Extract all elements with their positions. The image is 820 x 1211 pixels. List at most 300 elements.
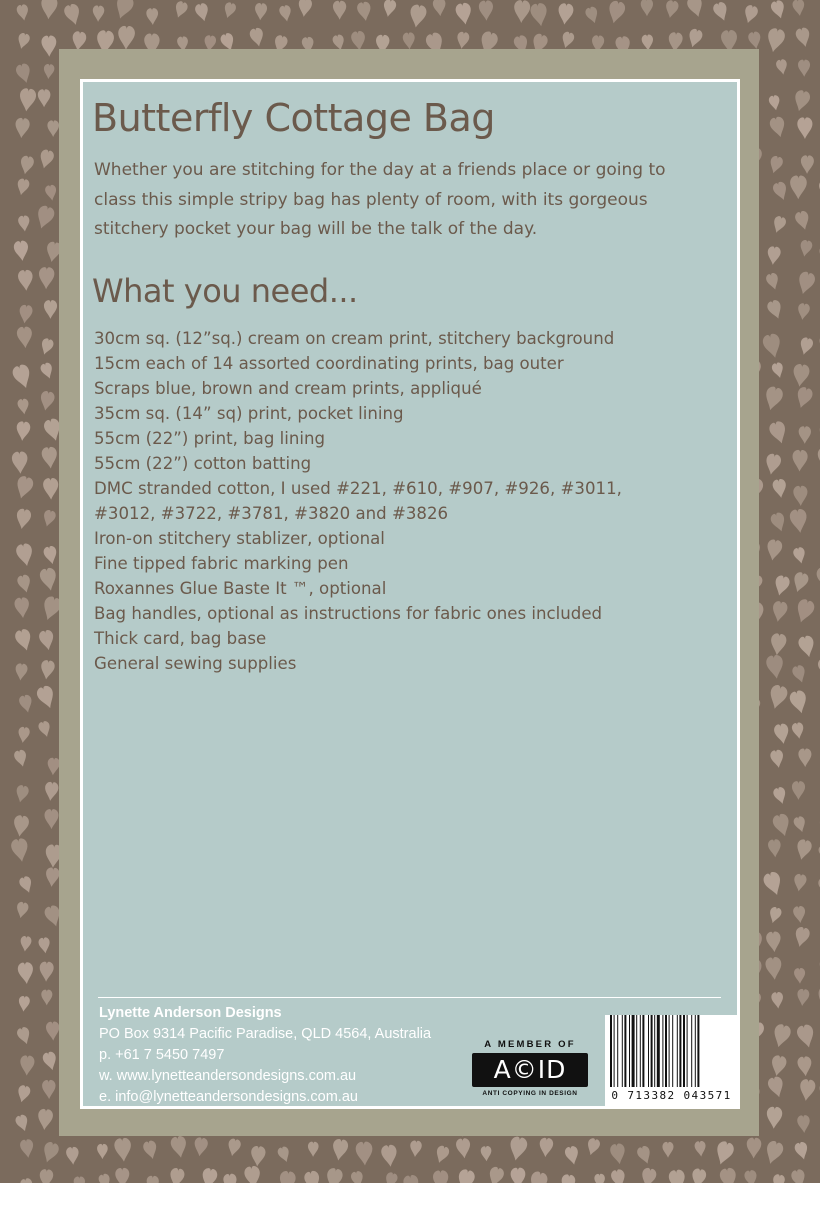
heart-icon	[18, 694, 34, 714]
needs-item: Fine tipped fabric marking pen	[94, 554, 349, 573]
contact-block	[99, 1003, 431, 1108]
heart-icon	[226, 1138, 242, 1158]
heart-icon	[765, 539, 783, 562]
heart-icon	[249, 27, 266, 48]
heart-icon	[771, 812, 792, 838]
heart-icon	[815, 985, 820, 1010]
heart-icon	[662, 1142, 673, 1158]
heart-icon	[11, 363, 34, 391]
acid-logo-badge	[472, 1053, 588, 1087]
barcode-bar	[697, 1015, 699, 1087]
heart-icon	[44, 184, 57, 201]
heart-icon	[816, 420, 820, 447]
heart-icon	[39, 337, 55, 356]
heart-icon	[746, 1138, 761, 1159]
heart-icon	[766, 1106, 783, 1129]
heart-icon	[791, 664, 808, 684]
barcode-bar	[679, 1015, 681, 1087]
heart-icon	[47, 120, 59, 137]
heart-icon	[789, 508, 809, 534]
heart-icon	[44, 300, 57, 319]
heart-icon	[39, 362, 55, 381]
heart-icon	[15, 901, 29, 919]
heart-icon	[43, 545, 59, 565]
barcode-bar	[651, 1015, 653, 1087]
heart-icon	[766, 246, 781, 266]
barcode-bars	[608, 1015, 735, 1089]
heart-icon	[529, 2, 549, 27]
heart-icon	[641, 0, 653, 16]
heart-icon	[769, 511, 788, 533]
heart-icon	[16, 326, 33, 348]
needs-item: Bag handles, optional as instructions for fabric ones included	[94, 604, 603, 623]
heart-icon	[15, 421, 30, 442]
heart-icon	[686, 28, 704, 49]
heart-icon	[455, 1138, 471, 1159]
heart-icon	[767, 684, 789, 711]
heart-icon	[639, 1167, 657, 1183]
heart-icon	[766, 931, 782, 953]
heart-icon	[14, 628, 34, 653]
heart-icon	[43, 64, 55, 80]
heart-icon	[403, 1174, 421, 1183]
barcode-bar	[665, 1015, 667, 1087]
heart-icon	[507, 1136, 528, 1163]
heart-icon	[606, 0, 627, 25]
heart-icon	[771, 362, 785, 380]
barcode-bar	[614, 1015, 615, 1087]
website-link[interactable]: w. www.lynetteandersondesigns.com.au	[99, 1068, 357, 1084]
heart-icon	[19, 1139, 34, 1159]
heart-icon	[97, 1144, 108, 1159]
heart-icon	[792, 363, 811, 388]
acid-member-caption: A MEMBER OF	[484, 1039, 576, 1050]
heart-icon	[795, 270, 816, 296]
heart-icon	[42, 1051, 59, 1072]
heart-icon	[17, 398, 30, 415]
barcode-bar	[687, 1015, 688, 1087]
heart-icon	[17, 726, 30, 743]
needs-item: Thick card, bag base	[94, 629, 267, 648]
heart-icon	[303, 1170, 322, 1183]
heart-icon	[14, 1114, 30, 1133]
heart-icon	[761, 332, 783, 359]
heart-icon	[790, 175, 807, 199]
heart-icon	[796, 1023, 817, 1049]
heart-icon	[16, 1084, 32, 1103]
heart-icon	[63, 3, 83, 27]
heart-icon	[14, 663, 28, 681]
needs-heading: What you need...	[92, 272, 358, 310]
barcode-bar	[642, 1015, 644, 1087]
heart-icon	[767, 1075, 787, 1099]
heart-icon	[772, 180, 790, 202]
heart-icon	[402, 32, 415, 50]
footer-divider	[98, 997, 721, 998]
heart-icon	[41, 509, 57, 528]
heart-icon	[793, 486, 808, 507]
heart-icon	[768, 95, 781, 112]
heart-icon	[767, 906, 782, 925]
heart-icon	[35, 684, 58, 711]
heart-icon	[146, 8, 159, 25]
heart-icon	[479, 0, 494, 21]
barcode-number: 0 713382 043571	[611, 1089, 732, 1102]
needs-list	[94, 326, 714, 676]
heart-icon	[713, 1140, 736, 1167]
heart-icon	[15, 542, 35, 567]
email-link[interactable]: e. info@lynetteandersondesigns.com.au	[99, 1089, 358, 1105]
phone-number: p. +61 7 5450 7497	[99, 1047, 225, 1063]
heart-icon	[668, 1169, 686, 1183]
heart-icon	[40, 0, 58, 20]
heart-icon	[455, 2, 473, 26]
heart-icon	[20, 1055, 35, 1076]
heart-icon	[636, 1145, 654, 1166]
barcode-bar	[654, 1015, 655, 1087]
heart-icon	[801, 155, 815, 174]
heart-icon	[686, 0, 706, 19]
heart-icon	[772, 478, 788, 499]
heart-icon	[38, 89, 51, 107]
acid-member-logo	[471, 1039, 589, 1101]
heart-icon	[765, 27, 786, 54]
heart-icon	[792, 781, 805, 800]
heart-icon	[795, 27, 813, 49]
heart-icon	[769, 633, 787, 657]
barcode-bar	[624, 1015, 626, 1087]
heart-icon	[16, 574, 33, 594]
heart-icon	[799, 426, 811, 444]
heart-icon	[511, 1168, 526, 1183]
heart-icon	[770, 0, 787, 20]
heart-icon	[18, 875, 35, 895]
heart-icon	[19, 936, 31, 953]
heart-icon	[18, 304, 33, 324]
heart-icon	[770, 749, 786, 769]
needs-item: 30cm sq. (12”sq.) cream on cream print, stitchery background	[94, 329, 615, 348]
heart-icon	[41, 446, 58, 469]
heart-icon	[775, 59, 788, 76]
heart-icon	[331, 1138, 349, 1161]
heart-icon	[762, 870, 785, 897]
heart-icon	[37, 1108, 54, 1130]
heart-icon	[18, 996, 30, 1012]
heart-icon	[18, 215, 31, 232]
heart-icon	[790, 1168, 807, 1183]
heart-icon	[142, 1140, 159, 1161]
heart-icon	[797, 303, 811, 321]
heart-icon	[324, 1167, 344, 1183]
heart-icon	[764, 453, 782, 476]
heart-icon	[16, 1026, 33, 1046]
barcode-bar	[662, 1015, 663, 1087]
heart-icon	[381, 1144, 399, 1167]
barcode-bar	[632, 1015, 635, 1087]
needs-item: Scraps blue, brown and cream prints, appliqué	[94, 379, 482, 398]
heart-icon	[712, 1, 731, 23]
heart-icon	[792, 450, 808, 472]
heart-icon	[798, 336, 814, 356]
heart-icon	[773, 723, 791, 745]
heart-icon	[762, 385, 784, 412]
heart-icon	[17, 962, 34, 985]
heart-icon	[39, 1169, 54, 1183]
needs-item: 55cm (22”) cotton batting	[94, 454, 312, 473]
barcode-bar	[622, 1015, 623, 1087]
barcode-bar	[629, 1015, 630, 1087]
heart-icon	[433, 1170, 449, 1183]
barcode-bar	[636, 1015, 637, 1087]
heart-icon	[355, 1141, 373, 1166]
heart-icon	[74, 1176, 86, 1183]
heart-icon	[432, 0, 446, 17]
heart-icon	[222, 1, 237, 19]
heart-icon	[762, 1139, 784, 1166]
heart-icon	[815, 565, 820, 591]
heart-icon	[594, 1174, 605, 1183]
heart-icon	[719, 1167, 738, 1183]
barcode-bar	[657, 1015, 660, 1087]
barcode-bar	[640, 1015, 641, 1087]
heart-icon	[793, 815, 808, 833]
heart-icon	[333, 1, 346, 20]
heart-icon	[797, 635, 816, 659]
intro-paragraph: Whether you are stitching for the day at a friends place or going to class this simple stripy bag has plenty of room, with its gorgeous stitchery pocket your bag will be the talk of the day.	[94, 160, 666, 239]
heart-icon	[118, 26, 136, 50]
heart-icon	[610, 1168, 627, 1183]
heart-icon	[771, 1173, 786, 1183]
heart-icon	[798, 239, 813, 258]
heart-icon	[44, 781, 59, 801]
heart-icon	[772, 574, 791, 597]
heart-icon	[115, 1168, 129, 1183]
heart-icon	[10, 837, 30, 863]
heart-icon	[771, 992, 784, 1010]
heart-icon	[13, 749, 29, 768]
heart-icon	[276, 1145, 291, 1163]
acid-tagline: ANTI COPYING IN DESIGN	[482, 1090, 578, 1097]
needs-item: 15cm each of 14 assorted coordinating prints, bag outer	[94, 354, 564, 373]
heart-icon	[769, 116, 788, 139]
heart-icon	[66, 1147, 80, 1166]
heart-icon	[37, 149, 55, 171]
heart-icon	[771, 1023, 793, 1049]
heart-icon	[455, 1168, 476, 1183]
heart-icon	[797, 117, 812, 139]
needs-item: #3012, #3722, #3781, #3820 and #3826	[94, 504, 449, 523]
heart-icon	[560, 31, 576, 50]
heart-icon	[40, 1141, 60, 1165]
barcode-bar	[648, 1015, 649, 1087]
heart-icon	[112, 0, 135, 21]
heart-icon	[456, 31, 470, 50]
heart-icon	[170, 1135, 189, 1159]
heart-icon	[792, 0, 806, 17]
heart-icon	[794, 968, 806, 984]
heart-icon	[796, 988, 810, 1006]
heart-icon	[45, 867, 60, 887]
heart-icon	[768, 420, 789, 446]
heart-icon	[771, 600, 789, 623]
needs-item: DMC stranded cotton, I used #221, #610, #907, #926, #3011,	[94, 479, 622, 498]
heart-icon	[244, 1165, 262, 1183]
heart-icon	[771, 215, 788, 235]
heart-icon	[480, 1146, 491, 1162]
heart-icon	[43, 478, 59, 500]
heart-icon	[794, 1141, 810, 1161]
heart-icon	[794, 838, 813, 861]
heart-icon	[16, 32, 31, 50]
heart-icon	[794, 210, 812, 232]
barcode-bar	[677, 1015, 678, 1087]
heart-icon	[742, 4, 759, 25]
heart-icon	[193, 1137, 209, 1157]
needs-item: 35cm sq. (14” sq) print, pocket lining	[94, 404, 404, 423]
heart-icon	[168, 1167, 185, 1183]
heart-icon	[769, 1054, 787, 1077]
heart-icon	[584, 6, 600, 25]
heart-icon	[792, 89, 812, 113]
heart-icon	[16, 4, 30, 22]
heart-icon	[766, 299, 785, 321]
heart-icon	[308, 1142, 319, 1157]
heart-icon	[37, 720, 52, 738]
heart-icon	[250, 1146, 266, 1168]
barcode	[605, 1015, 738, 1108]
heart-icon	[564, 1145, 581, 1166]
heart-icon	[383, 1171, 399, 1183]
heart-icon	[44, 809, 58, 829]
heart-icon	[765, 654, 785, 680]
page-title: Butterfly Cottage Bag	[92, 96, 495, 140]
heart-icon	[14, 784, 30, 803]
heart-icon	[791, 722, 805, 740]
heart-icon	[793, 598, 816, 625]
heart-icon	[560, 1174, 577, 1183]
heart-icon	[114, 1137, 132, 1162]
heart-icon	[356, 1, 372, 22]
heart-icon	[797, 1056, 813, 1077]
barcode-bar	[683, 1015, 685, 1087]
heart-icon	[38, 937, 51, 954]
barcode-bar	[672, 1015, 673, 1087]
heart-icon	[350, 1170, 365, 1183]
heart-icon	[42, 1080, 56, 1100]
heart-icon	[433, 1144, 450, 1164]
heart-icon	[15, 178, 30, 197]
heart-icon	[765, 272, 781, 291]
heart-icon	[768, 839, 782, 858]
heart-icon	[41, 990, 52, 1006]
heart-icon	[18, 270, 34, 292]
acid-logo-text: A©ID	[493, 1055, 567, 1084]
heart-icon	[297, 0, 312, 18]
heart-icon	[790, 571, 809, 594]
heart-icon	[13, 475, 34, 501]
heart-icon	[798, 1078, 816, 1101]
heart-icon	[744, 1169, 759, 1183]
postal-address: PO Box 9314 Pacific Paradise, QLD 4564, Australia	[99, 1026, 432, 1042]
heart-icon	[223, 1173, 237, 1183]
heart-icon	[792, 546, 807, 564]
heart-icon	[527, 1170, 549, 1183]
heart-icon	[98, 1173, 113, 1183]
heart-icon	[585, 1137, 601, 1157]
heart-icon	[172, 0, 188, 20]
heart-icon	[609, 1143, 627, 1166]
heart-icon	[14, 117, 30, 139]
heart-icon	[382, 0, 397, 18]
heart-icon	[18, 88, 37, 113]
heart-icon	[15, 62, 33, 84]
heart-icon	[254, 3, 267, 21]
barcode-bar	[669, 1015, 670, 1087]
heart-icon	[768, 155, 785, 175]
heart-icon	[14, 597, 30, 619]
heart-icon	[557, 3, 574, 26]
heart-icon	[41, 35, 56, 57]
heart-icon	[817, 745, 820, 770]
heart-icon	[797, 1115, 811, 1134]
heart-icon	[38, 267, 54, 290]
heart-icon	[513, 0, 530, 23]
heart-icon	[798, 748, 811, 767]
heart-icon	[39, 659, 55, 680]
heart-icon	[539, 1137, 554, 1157]
heart-icon	[409, 1140, 422, 1157]
heart-icon	[278, 4, 292, 22]
heart-icon	[146, 1176, 158, 1183]
heart-icon	[793, 905, 807, 923]
heart-icon	[15, 508, 32, 530]
needs-item: Iron-on stitchery stablizer, optional	[94, 529, 385, 548]
heart-icon	[816, 956, 820, 980]
heart-icon	[278, 1170, 296, 1183]
heart-icon	[38, 390, 55, 412]
needs-item: General sewing supplies	[94, 654, 297, 673]
needs-item: Roxannes Glue Baste It ™, optional	[94, 579, 387, 598]
company-name: Lynette Anderson Designs	[99, 1005, 282, 1021]
heart-icon	[12, 451, 29, 474]
heart-icon	[694, 1141, 707, 1158]
barcode-bar	[617, 1015, 618, 1087]
barcode-bar	[691, 1015, 692, 1087]
heart-icon	[664, 0, 680, 19]
heart-icon	[92, 5, 104, 22]
heart-icon	[39, 567, 59, 592]
heart-icon	[408, 4, 428, 29]
barcode-bar	[610, 1015, 612, 1087]
heart-icon	[46, 1021, 60, 1041]
heart-icon	[200, 1167, 219, 1183]
heart-icon	[798, 59, 810, 76]
heart-icon	[13, 240, 29, 262]
heart-icon	[39, 961, 54, 982]
heart-icon	[194, 2, 211, 22]
heart-icon	[690, 1168, 707, 1183]
heart-icon	[38, 629, 56, 651]
heart-icon	[19, 1177, 34, 1183]
heart-icon	[33, 204, 56, 231]
heart-icon	[19, 155, 35, 176]
heart-icon	[793, 873, 808, 892]
heart-icon	[794, 386, 814, 410]
heart-icon	[793, 926, 811, 949]
heart-icon	[772, 786, 788, 805]
heart-icon	[12, 815, 30, 838]
heart-icon	[486, 1166, 505, 1183]
